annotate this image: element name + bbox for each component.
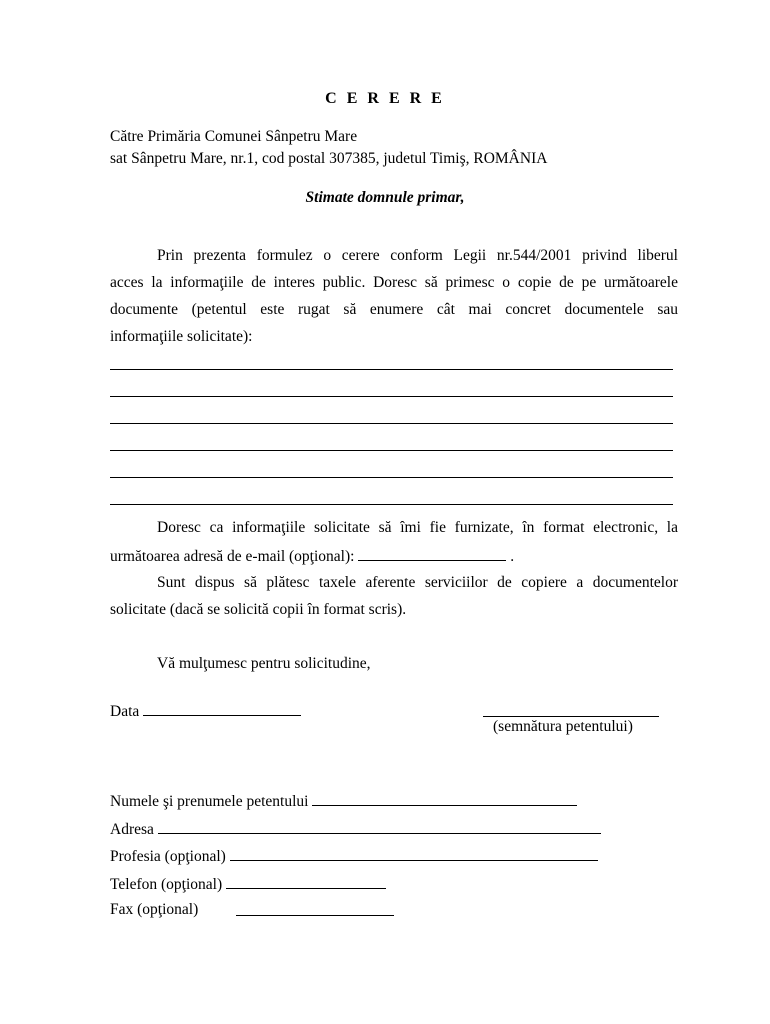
document-request-line[interactable] [110, 477, 673, 478]
address-field[interactable] [158, 819, 601, 834]
signature-label: (semnătura petentului) [493, 718, 633, 735]
name-label: Numele şi prenumele petentului [110, 793, 309, 810]
recipient-line-2: sat Sânpetru Mare, nr.1, cod postal 307385, judetul Timiş, ROMÂNIA [110, 150, 548, 167]
document-request-line[interactable] [110, 369, 673, 370]
fees-line-1: Sunt dispus să plătesc taxele aferente serviciilor de copiere a documentelor [157, 574, 678, 591]
date-row [110, 701, 301, 721]
address-label: Adresa [110, 821, 154, 838]
phone-row [110, 874, 386, 894]
document-request-line[interactable] [110, 450, 673, 451]
email-field[interactable] [358, 546, 506, 561]
fees-line-2: solicitate (dacă se solicită copii în format scris). [110, 601, 407, 618]
fax-row [236, 901, 394, 921]
date-label: Data [110, 703, 140, 720]
date-field[interactable] [143, 701, 301, 716]
name-field[interactable] [312, 791, 577, 806]
request-body-line-4: informaţiile solicitate): [110, 328, 253, 345]
phone-field[interactable] [226, 874, 386, 889]
recipient-line-1: Către Primăria Comunei Sânpetru Mare [110, 128, 358, 145]
profession-field[interactable] [230, 846, 598, 861]
fax-label: Fax (opţional) [110, 901, 199, 918]
document-request-line[interactable] [110, 504, 673, 505]
address-row [110, 819, 601, 839]
email-label: următoarea adresă de e-mail (opţional): [110, 548, 355, 565]
profession-label: Profesia (opţional) [110, 848, 226, 865]
document-request-line[interactable] [110, 423, 673, 424]
thanks-text: Vă mulţumesc pentru solicitudine, [157, 655, 371, 672]
phone-label: Telefon (opţional) [110, 876, 223, 893]
request-body-line-2: acces la informaţiile de interes public. Doresc să primesc o copie de pe următoarele [110, 274, 678, 291]
signature-field[interactable] [483, 716, 659, 717]
document-request-line[interactable] [110, 396, 673, 397]
request-body-line-3: documente (petentul este rugat să enumere cât mai concret documentele sau [110, 301, 678, 318]
request-body-line-1: Prin prezenta formulez o cerere conform Legii nr.544/2001 privind liberul [157, 247, 678, 264]
profession-row [110, 846, 598, 866]
document-title: C E R E R E [325, 90, 445, 107]
email-request-line-2 [110, 546, 514, 566]
email-period: . [510, 548, 515, 565]
email-request-line-1: Doresc ca informaţiile solicitate să îmi fie furnizate, în format electronic, la [157, 519, 678, 536]
fax-field[interactable] [236, 901, 394, 916]
name-row [110, 791, 577, 811]
greeting: Stimate domnule primar, [305, 189, 465, 206]
